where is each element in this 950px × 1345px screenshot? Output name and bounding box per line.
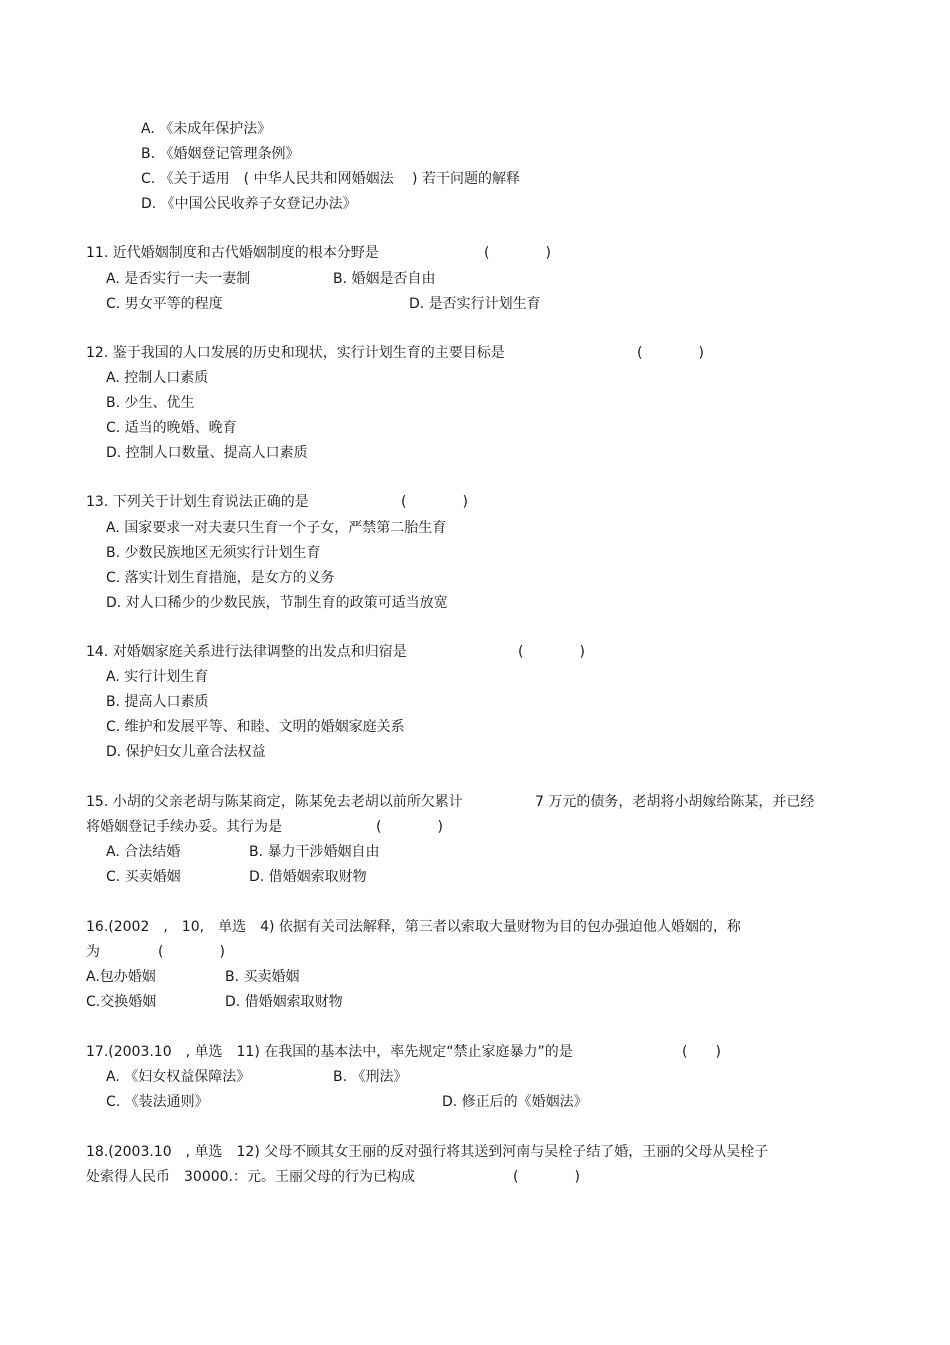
q17-option-a: A. 《妇女权益保障法》 <box>106 1069 251 1085</box>
q12-stem: 12. 鉴于我国的人口发展的历史和现状，实行计划生育的主要目标是 <box>86 345 505 361</box>
q14-answer-blank: ( ) <box>518 644 585 660</box>
q18-stem-line2: 处索得人民币 30000.：元。王丽父母的行为已构成 <box>86 1169 415 1185</box>
q16-stem-line2: 为 <box>86 944 100 960</box>
q16-stem-line1: 16.(2002 , 10, 单选 4) 依据有关司法解释，第三者以索取大量财物为目的包办强迫他人婚姻的，称 <box>86 919 741 935</box>
q12-option-d: D. 控制人口数量、提高人口素质 <box>106 445 308 461</box>
q14-option-d: D. 保护妇女儿童合法权益 <box>106 744 266 760</box>
q15-option-c: C. 买卖婚姻 <box>106 869 181 885</box>
q11-stem: 11. 近代婚姻制度和古代婚姻制度的根本分野是 <box>86 245 379 261</box>
q17-option-c: C. 《装法通则》 <box>106 1094 209 1110</box>
q13-option-d: D. 对人口稀少的少数民族，节制生育的政策可适当放宽 <box>106 595 448 611</box>
q15-stem-line1-part2: 7 万元的债务，老胡将小胡嫁给陈某，并已经 <box>535 794 815 810</box>
q16-answer-blank: ( ) <box>158 944 225 960</box>
q14-stem: 14. 对婚姻家庭关系进行法律调整的出发点和归宿是 <box>86 644 407 660</box>
prev-option-d: D. 《中国公民收养子女登记办法》 <box>141 196 357 212</box>
q14-option-b: B. 提高人口素质 <box>106 694 209 710</box>
q15-stem-line1-part1: 15. 小胡的父亲老胡与陈某商定，陈某免去老胡以前所欠累计 <box>86 794 463 810</box>
q16-option-d: D. 借婚姻索取财物 <box>225 994 343 1010</box>
q15-option-b: B. 暴力干涉婚姻自由 <box>249 844 380 860</box>
q11-option-b: B. 婚姻是否自由 <box>333 271 436 287</box>
prev-option-c: C. 《关于适用 ( 中华人民共和网婚姻法 ) 若干问题的解释 <box>141 171 520 187</box>
q12-option-a: A. 控制人口素质 <box>106 370 209 386</box>
prev-option-a: A. 《未成年保护法》 <box>141 121 272 137</box>
q11-answer-blank: ( ) <box>484 245 551 261</box>
q13-option-c: C. 落实计划生育措施，是女方的义务 <box>106 570 335 586</box>
q11-option-d: D. 是否实行计划生育 <box>409 296 541 312</box>
q15-option-d: D. 借婚姻索取财物 <box>249 869 367 885</box>
q15-stem-line2: 将婚姻登记手续办妥。其行为是 <box>86 819 282 835</box>
q15-option-a: A. 合法结婚 <box>106 844 181 860</box>
q11-option-a: A. 是否实行一夫一妻制 <box>106 271 251 287</box>
q17-option-d: D. 修正后的《婚姻法》 <box>442 1094 588 1110</box>
q17-option-b: B. 《刑法》 <box>333 1069 408 1085</box>
q18-stem-line1: 18.(2003.10 , 单选 12) 父母不顾其女王丽的反对强行将其送到河南与吴栓子结了婚，王丽的父母从吴栓子 <box>86 1144 769 1160</box>
q16-option-b: B. 买卖婚姻 <box>225 969 300 985</box>
q13-answer-blank: ( ) <box>401 494 468 510</box>
prev-option-b: B. 《婚姻登记管理条例》 <box>141 146 300 162</box>
q17-stem: 17.(2003.10 , 单选 11) 在我国的基本法中，率先规定“禁止家庭暴力”的是 <box>86 1044 573 1060</box>
q13-option-b: B. 少数民族地区无须实行计划生育 <box>106 545 321 561</box>
q13-option-a: A. 国家要求一对夫妻只生育一个子女，严禁第二胎生育 <box>106 520 447 536</box>
q12-answer-blank: ( ) <box>637 345 704 361</box>
q12-option-b: B. 少生、优生 <box>106 395 195 411</box>
q17-answer-blank: ( ) <box>682 1044 721 1060</box>
q16-option-a: A.包办婚姻 <box>86 969 156 985</box>
q14-option-a: A. 实行计划生育 <box>106 669 209 685</box>
q12-option-c: C. 适当的晚婚、晚育 <box>106 420 237 436</box>
q13-stem: 13. 下列关于计划生育说法正确的是 <box>86 494 309 510</box>
q11-option-c: C. 男女平等的程度 <box>106 296 223 312</box>
q15-answer-blank: ( ) <box>376 819 443 835</box>
q18-answer-blank: ( ) <box>513 1169 580 1185</box>
q16-option-c: C.交换婚姻 <box>86 994 157 1010</box>
q14-option-c: C. 维护和发展平等、和睦、文明的婚姻家庭关系 <box>106 719 405 735</box>
